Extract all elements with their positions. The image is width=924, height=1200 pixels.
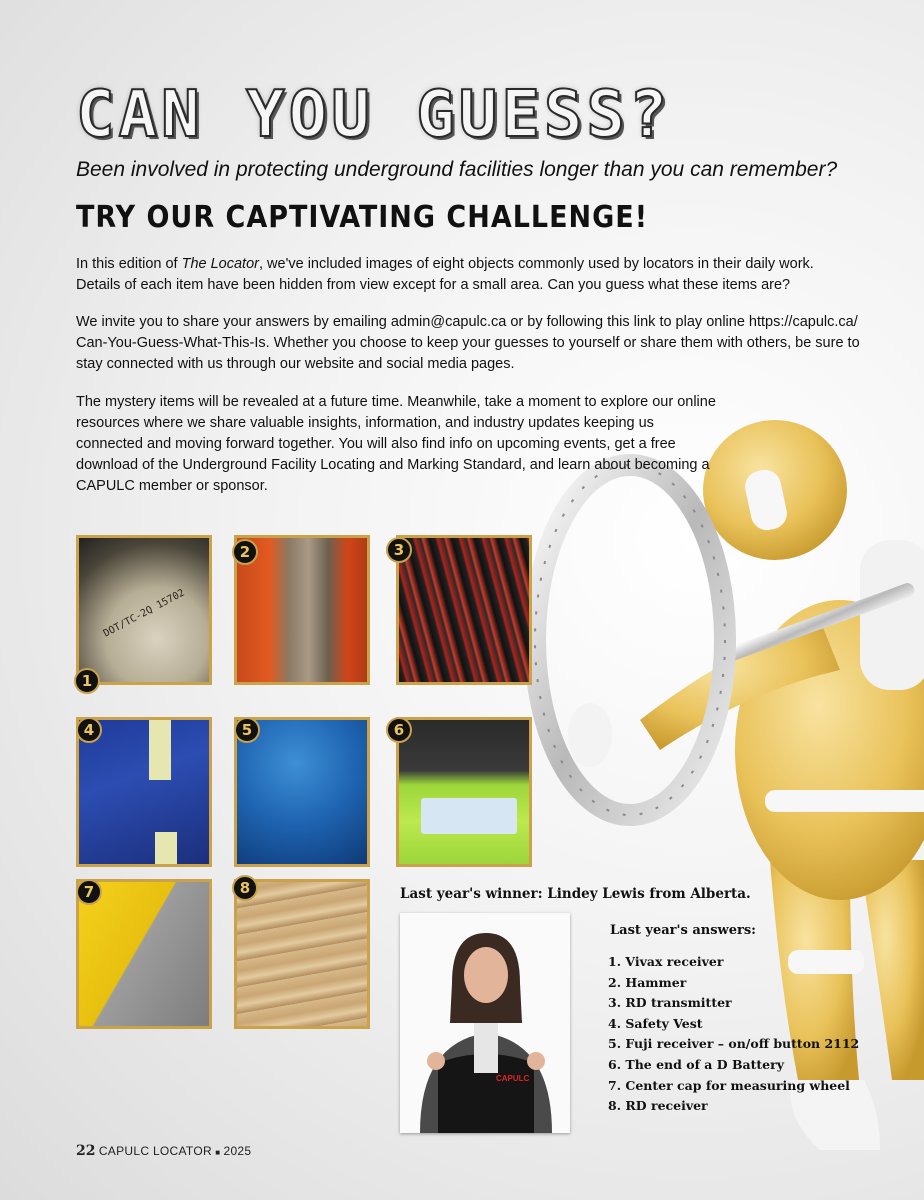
answers-title: Last year's answers: [610, 923, 756, 938]
tile-number-7: 7 [76, 879, 102, 905]
page-subtitle: Been involved in protecting underground facilities longer than you can remember? [76, 158, 838, 181]
answer-item: 1. Vivax receiver [608, 954, 724, 969]
footer-separator: ■ [215, 1148, 221, 1157]
mystery-image-1 [76, 535, 212, 685]
winner-photo-illustration [400, 913, 570, 1133]
mystery-image-8 [234, 879, 370, 1029]
mystery-image-6 [396, 717, 532, 867]
page-number: 22 [76, 1143, 96, 1159]
page-footer [76, 1143, 251, 1159]
invite-paragraph: We invite you to share your answers by emailing admin@capulc.ca or by following this link to play online https://capulc.ca/ Can-You-Guess-What-This-Is. Whether you choose to keep your guesses to yourself or share them with others, be sure to stay connected with us through our website and social media pages. [76, 314, 860, 372]
winner-label: Last year's winner: Lindey Lewis from Alberta. [400, 886, 751, 902]
page-title: CAN YOU GUESS? [76, 78, 672, 152]
magazine-name: The Locator [181, 256, 259, 272]
tile-number-5: 5 [234, 717, 260, 743]
answers-list [608, 952, 859, 1117]
tile-number-3: 3 [386, 537, 412, 563]
answer-item: 6. The end of a D Battery [608, 1056, 784, 1072]
answer-item: 7. Center cap for measuring wheel [608, 1077, 850, 1093]
vest-logo: CAPULC [496, 1074, 530, 1083]
winner-photo [400, 913, 570, 1133]
answer-item: 4. Safety Vest [608, 1015, 703, 1031]
intro-paragraph: In this edition of The Locator, we've included images of eight objects commonly used by locators in their daily work. Details of each item have been hidden from view except for a small area. Can you guess what these items are? [76, 256, 814, 293]
tile-number-8: 8 [232, 875, 258, 901]
challenge-heading: TRY OUR CAPTIVATING CHALLENGE! [76, 200, 649, 235]
reveal-paragraph: The mystery items will be revealed at a future time. Meanwhile, take a moment to explore our online resources where we share valuable insights, information, and industry updates keeping us connected and moving forward together. You will also find info on upcoming events, get a free download of the Underground Facility Locating and Marking Standard, and learn about becoming a CAPULC member or sponsor. [76, 394, 716, 494]
answer-item: 3. RD transmitter [608, 995, 732, 1011]
magazine-title: CAPULC LOCATOR [98, 1144, 212, 1158]
tile-number-2: 2 [232, 539, 258, 565]
tile-1-engraving: DOT/TC-2Q 15702 [101, 587, 187, 640]
issue-year: 2025 [223, 1144, 252, 1158]
tile-number-4: 4 [76, 717, 102, 743]
tile-number-6: 6 [386, 717, 412, 743]
answer-item: 5. Fuji receiver – on/off button 2112 [608, 1036, 860, 1052]
answer-item: 8. RD receiver [608, 1098, 708, 1114]
mystery-image-3 [396, 535, 532, 685]
tile-number-1: 1 [74, 668, 100, 694]
answer-item: 2. Hammer [608, 974, 687, 990]
